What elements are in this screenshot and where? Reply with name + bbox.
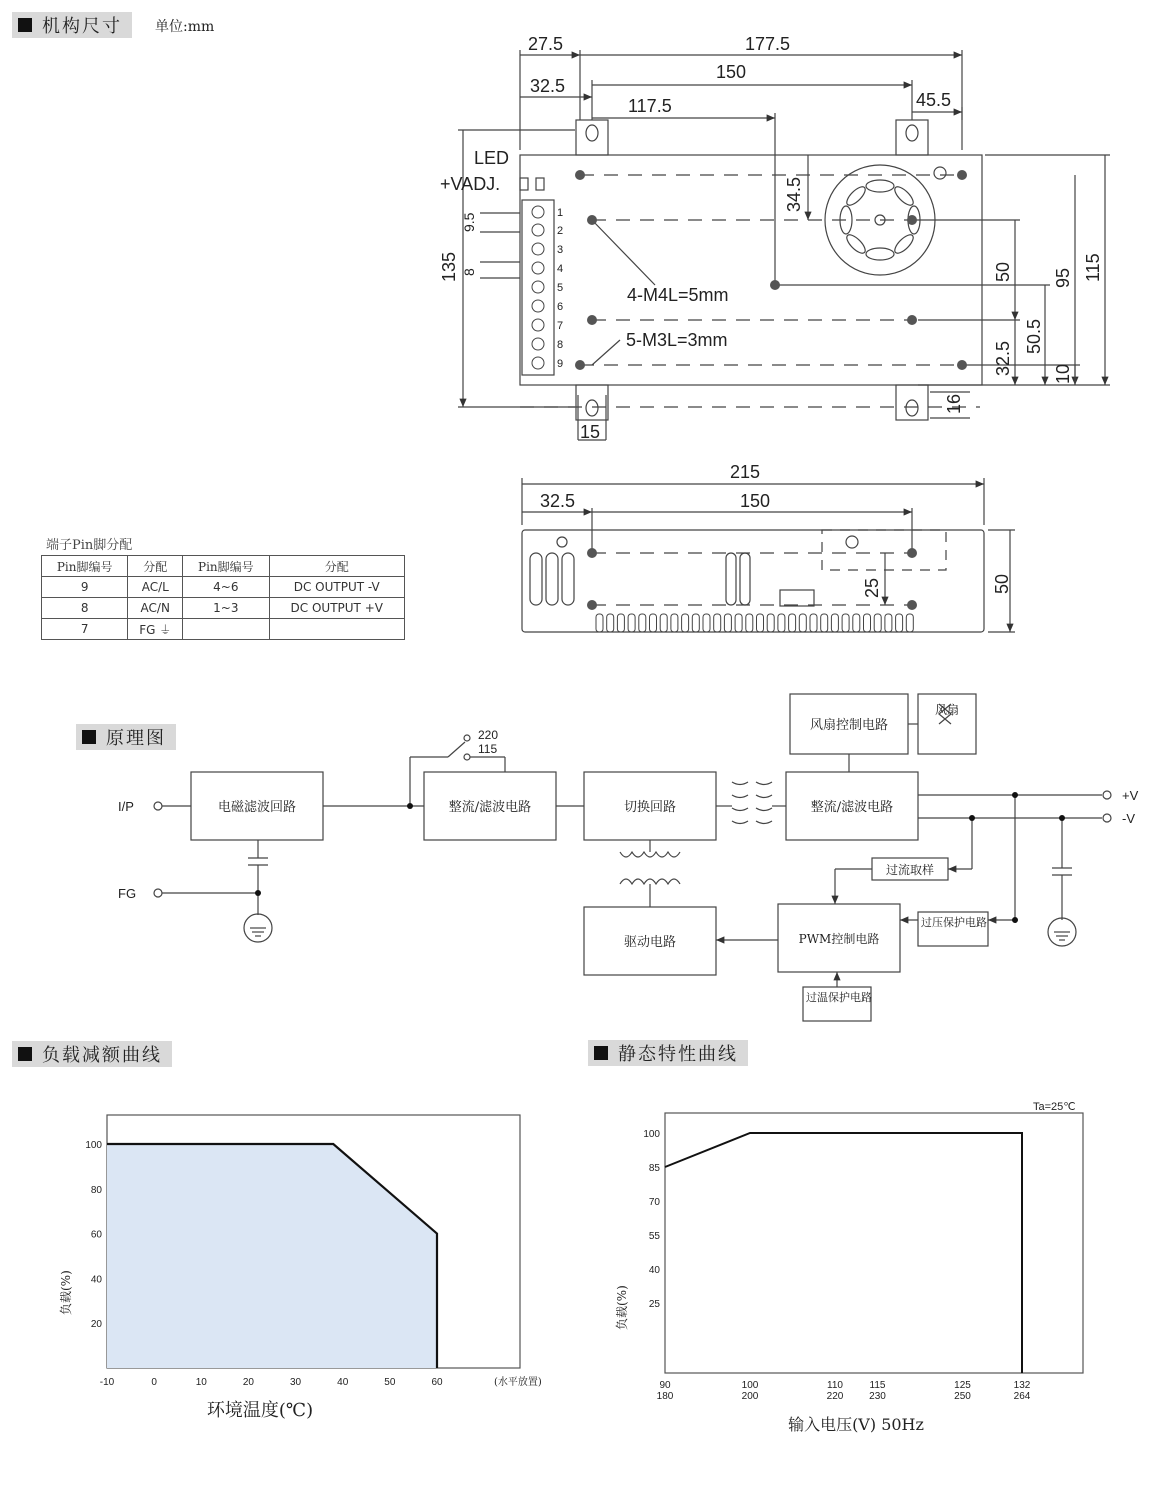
vent-slot xyxy=(906,614,913,632)
block-label: 整流/滤波电路 xyxy=(810,800,894,815)
header-cell: 分配 xyxy=(128,556,183,577)
table-cell: 4~6 xyxy=(183,577,269,598)
vent-slot xyxy=(767,614,774,632)
static-chart xyxy=(643,1113,1083,1402)
dim-text: 27.5 xyxy=(528,34,564,54)
vent-slot xyxy=(660,614,667,632)
static-chart-text xyxy=(614,1101,1076,1434)
axis-note: (水平放置) xyxy=(494,1377,542,1388)
block-label: 切换回路 xyxy=(623,800,677,815)
y-tick-label: 70 xyxy=(648,1197,660,1208)
axis-label: 负载(%) xyxy=(59,1270,73,1315)
dim-text: 50 xyxy=(992,573,1012,594)
dim-text: 45.5 xyxy=(916,90,952,110)
x-tick-label: 110 xyxy=(827,1380,843,1391)
y-tick-label: 100 xyxy=(643,1129,660,1140)
header-cell: Pin脚编号 xyxy=(183,556,269,577)
dim-text: 32.5 xyxy=(530,76,566,96)
section-title: 负载减额曲线 xyxy=(42,1045,162,1066)
dim-text: 115 xyxy=(1083,253,1103,282)
dim-text: 16 xyxy=(944,393,964,414)
block-label: 过压保护电路 xyxy=(921,916,987,929)
dim-text: 50 xyxy=(993,261,1013,282)
x-tick-label-secondary: 230 xyxy=(869,1391,886,1402)
dim-text: 135 xyxy=(439,251,459,282)
vent-slot xyxy=(864,614,871,632)
terminal-number: 3 xyxy=(557,244,564,256)
top-view-drawing xyxy=(458,50,1110,440)
terminal-number: 9 xyxy=(557,358,564,370)
table-cell: 8 xyxy=(42,598,128,619)
y-tick-label: 20 xyxy=(90,1319,102,1331)
dim-text: 50.5 xyxy=(1024,318,1044,354)
vent-slot xyxy=(746,614,753,632)
x-tick-label: 60 xyxy=(431,1377,443,1388)
vadj-label: +VADJ. xyxy=(440,174,501,194)
m4-label: 4-M4L=5mm xyxy=(627,285,729,305)
x-tick-label: 20 xyxy=(242,1377,254,1388)
vent-slot xyxy=(724,614,731,632)
vent-slot xyxy=(874,614,881,632)
vent-slot xyxy=(789,614,796,632)
series-line xyxy=(665,1133,1022,1373)
y-tick-label: 25 xyxy=(648,1299,660,1310)
top-view-dimensions xyxy=(439,34,1103,442)
x-tick-label: 10 xyxy=(195,1377,207,1388)
y-tick-label: 55 xyxy=(648,1231,660,1242)
y-tick-label: 100 xyxy=(85,1140,102,1151)
axis-label: 环境温度(℃) xyxy=(206,1400,314,1421)
x-tick-label-secondary: 200 xyxy=(741,1391,759,1402)
block-label: 过温保护电路 xyxy=(806,991,872,1004)
vent-slot xyxy=(778,614,785,632)
side-vent-slots xyxy=(596,614,913,632)
vent-slot xyxy=(831,614,838,632)
vent-slot xyxy=(617,614,624,632)
x-tick-label: 30 xyxy=(290,1377,302,1388)
x-tick-label: 90 xyxy=(659,1380,671,1391)
block-diagram xyxy=(154,694,1111,1021)
io-label: I/P xyxy=(118,799,134,814)
dim-text: 15 xyxy=(580,422,601,442)
vent-slot xyxy=(639,614,646,632)
section-title: 静态特性曲线 xyxy=(618,1044,738,1065)
vent-slot xyxy=(842,614,849,632)
led-label: LED xyxy=(474,148,510,168)
table-cell: 9 xyxy=(42,577,128,598)
plot-frame xyxy=(665,1113,1083,1373)
table-cell: AC/N xyxy=(128,598,183,619)
terminal-number: 2 xyxy=(557,225,564,237)
m3-label: 5-M3L=3mm xyxy=(626,330,728,350)
block-label: 风扇控制电路 xyxy=(809,718,889,733)
switch-label: 220 xyxy=(478,728,499,742)
vent-slot xyxy=(596,614,603,632)
vent-slot xyxy=(896,614,903,632)
x-tick-label: 50 xyxy=(384,1377,396,1388)
terminal-number: 5 xyxy=(557,282,564,294)
header-cell: 分配 xyxy=(269,556,404,577)
section-title: 原理图 xyxy=(106,728,166,749)
block-label: 电磁滤波回路 xyxy=(217,800,297,815)
block-labels xyxy=(118,702,1139,1004)
axis-label: 输入电压(V) 50Hz xyxy=(788,1415,924,1434)
x-tick-label: 0 xyxy=(151,1377,157,1388)
dim-text: 95 xyxy=(1053,267,1073,288)
dim-text: 25 xyxy=(862,577,882,598)
dim-text: 32.5 xyxy=(540,491,576,511)
vent-slot xyxy=(799,614,806,632)
terminal-number: 4 xyxy=(557,263,564,275)
dim-text: 150 xyxy=(716,62,747,82)
vent-slot xyxy=(607,614,614,632)
block-label: 过流取样 xyxy=(885,863,935,877)
dim-text: 10 xyxy=(1053,363,1073,384)
vent-slot xyxy=(671,614,678,632)
vent-slot xyxy=(821,614,828,632)
derating-chart xyxy=(85,1115,520,1388)
pin-table-title: 端子Pin脚分配 xyxy=(46,538,133,553)
terminal-numbers xyxy=(557,207,563,370)
header-cell: Pin脚编号 xyxy=(42,556,128,577)
x-tick-label-secondary: 220 xyxy=(826,1391,844,1402)
vent-slot xyxy=(650,614,657,632)
terminal-number: 7 xyxy=(557,320,564,332)
x-tick-label: 40 xyxy=(337,1377,349,1388)
y-tick-label: 85 xyxy=(648,1163,660,1174)
dim-text: 215 xyxy=(730,462,761,482)
vent-slot xyxy=(810,614,817,632)
table-cell: 1~3 xyxy=(183,598,269,619)
series-area xyxy=(107,1144,437,1368)
dim-text: 9.5 xyxy=(461,212,477,232)
vent-slot xyxy=(682,614,689,632)
vent-slot xyxy=(628,614,635,632)
axis-label: 负载(%) xyxy=(615,1285,629,1330)
x-tick-label: -10 xyxy=(99,1377,115,1388)
section-title: 机构尺寸 xyxy=(42,16,122,37)
top-view-outline xyxy=(520,155,982,385)
vent-slot xyxy=(885,614,892,632)
vent-slot xyxy=(853,614,860,632)
x-tick-label-secondary: 180 xyxy=(656,1391,674,1402)
io-label: +V xyxy=(1122,788,1139,803)
block-label: 整流/滤波电路 xyxy=(448,800,532,815)
x-tick-label: 100 xyxy=(741,1380,759,1391)
io-label: FG xyxy=(118,886,137,901)
vent-slot xyxy=(714,614,721,632)
table-cell: DC OUTPUT +V xyxy=(269,598,404,619)
chart-annotation: Ta=25℃ xyxy=(1033,1101,1076,1113)
dim-text: 117.5 xyxy=(628,96,672,116)
vent-slot xyxy=(703,614,710,632)
terminal-number: 6 xyxy=(557,301,564,313)
table-cell: 7 xyxy=(42,619,128,640)
dim-text: 34.5 xyxy=(784,176,804,212)
y-tick-label: 80 xyxy=(90,1184,102,1196)
vent-slot xyxy=(735,614,742,632)
vent-slot xyxy=(692,614,699,632)
x-tick-label: 125 xyxy=(954,1380,971,1391)
x-tick-label: 115 xyxy=(869,1380,886,1391)
dim-text: 150 xyxy=(740,491,771,511)
table-cell: AC/L xyxy=(128,577,183,598)
dim-text: 177.5 xyxy=(745,34,791,54)
table-cell: DC OUTPUT -V xyxy=(269,577,404,598)
terminal-number: 8 xyxy=(557,339,564,351)
unit-label: 单位:mm xyxy=(155,19,215,35)
x-tick-label-secondary: 250 xyxy=(954,1391,971,1402)
y-tick-label: 60 xyxy=(90,1229,102,1241)
table-cell: FG ⏚ xyxy=(128,619,183,640)
y-tick-label: 40 xyxy=(648,1265,660,1276)
block-label: 风扇 xyxy=(934,703,960,717)
dim-text: 8 xyxy=(461,268,477,276)
x-tick-label: 132 xyxy=(1013,1380,1031,1391)
dim-text: 32.5 xyxy=(993,340,1013,376)
switch-label: 115 xyxy=(478,742,498,756)
x-tick-label-secondary: 264 xyxy=(1013,1391,1031,1402)
block-label: 驱动电路 xyxy=(623,935,677,950)
block-label: PWM控制电路 xyxy=(798,932,880,946)
terminal-number: 1 xyxy=(557,207,564,219)
vent-slot xyxy=(757,614,764,632)
y-tick-label: 40 xyxy=(90,1274,102,1286)
io-label: -V xyxy=(1122,811,1135,826)
